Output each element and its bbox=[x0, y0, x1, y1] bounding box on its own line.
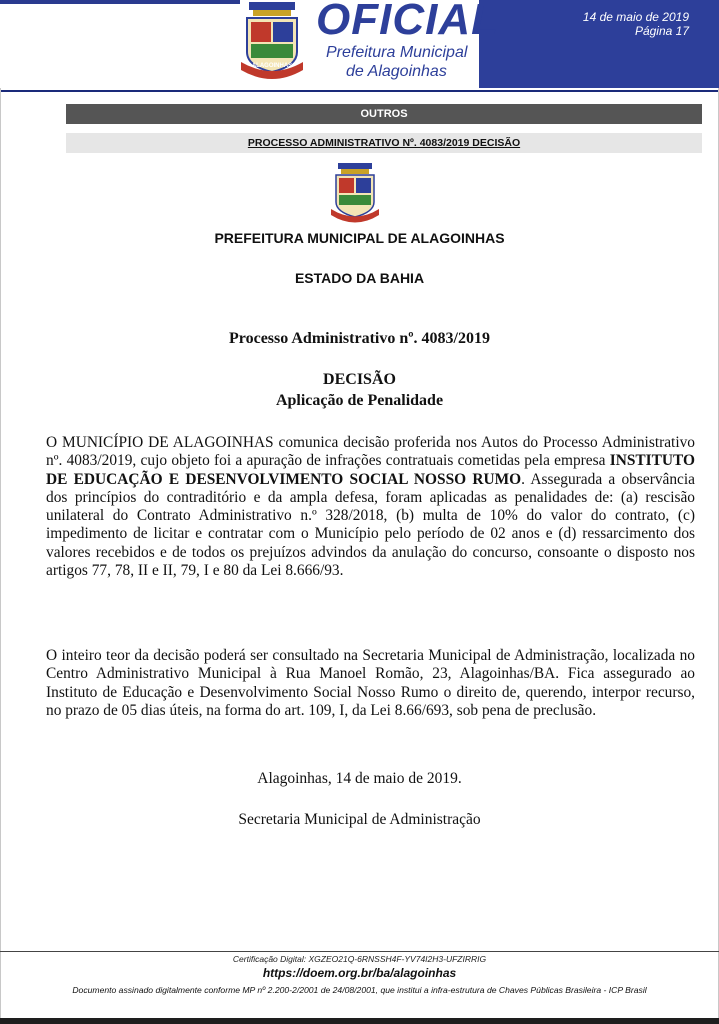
organization-name: PREFEITURA MUNICIPAL DE ALAGOINHAS bbox=[214, 230, 505, 246]
decision-heading: DECISÃO bbox=[323, 371, 396, 388]
section-subtitle: PROCESSO ADMINISTRATIVO Nº. 4083/2019 DECISÃO bbox=[66, 133, 702, 153]
publication-subtitle-line2: de Alagoinhas bbox=[346, 63, 447, 80]
page-number: Página 17 bbox=[634, 24, 689, 38]
process-title: Processo Administrativo nº. 4083/2019 bbox=[229, 330, 490, 347]
section-label: OUTROS bbox=[66, 104, 702, 124]
decision-paragraph-2: O inteiro teor da decisão poderá ser consultado na Secretaria Municipal de Administração, localizada no Centro Administrativo Municipal à Rua Manoel Romão, 23, Alagoinhas/BA. Fica assegurado ao Instituto de Educação e Desenvolvimento Social Nosso Rumo o direito de, querendo, interpor recurso, no prazo de 05 dias úteis, na forma do art. 109, I, da Lei 8.66/693, sob pena de preclusão. bbox=[46, 647, 695, 719]
digital-certification: Certificação Digital: XGZEO21Q-6RNSSH4F-YV74I2H3-UFZIRRIG bbox=[232, 954, 487, 964]
signature-line: Secretaria Municipal de Administração bbox=[238, 811, 481, 828]
footer-divider bbox=[0, 951, 719, 952]
paragraph-1-intro: O MUNICÍPIO DE ALAGOINHAS comunica decisão proferida nos Autos do Processo Administrativo nº. 4083/2019, cujo objeto foi a apuração de infrações contratuais cometidas pela empresa bbox=[46, 434, 695, 470]
date-and-place: Alagoinhas, 14 de maio de 2019. bbox=[257, 770, 462, 787]
legal-disclaimer: Documento assinado digitalmente conforme MP nº 2.200-2/2001 de 24/08/2001, que institui a infra-estrutura de Chaves Públicas Brasileira - ICP Brasil bbox=[72, 985, 647, 995]
publication-url-link[interactable]: https://doem.org.br/ba/alagoinhas bbox=[262, 966, 457, 980]
decision-paragraph-1 bbox=[46, 434, 695, 580]
crest-banner-text: ALAGOINHAS bbox=[251, 63, 293, 69]
decision-subtitle: Aplicação de Penalidade bbox=[275, 392, 444, 409]
document-crest-logo bbox=[327, 162, 383, 226]
state-name: ESTADO DA BAHIA bbox=[294, 270, 425, 286]
publication-subtitle-line1: Prefeitura Municipal bbox=[326, 44, 468, 61]
page-border-left bbox=[0, 88, 1, 1024]
municipal-crest-logo bbox=[235, 0, 309, 84]
header-accent-line bbox=[0, 0, 240, 4]
company-name: INSTITUTO DE EDUCAÇÃO E DESENVOLVIMENTO SOCIAL NOSSO RUMO bbox=[46, 452, 695, 488]
publication-title: OFICIAL bbox=[316, 0, 499, 44]
bottom-edge-bar bbox=[0, 1018, 719, 1024]
publication-date: 14 de maio de 2019 bbox=[582, 10, 689, 24]
paragraph-1-penalties: . Assegurada a observância dos princípios do contraditório e da ampla defesa, foram aplicadas as penalidades de: (a) rescisão unilateral do Contrato Administrativo n.º 328/2018, (b) multa de 10% do valor do contrato, (c) impedimento de licitar e contratar com o Município pelo período de 02 anos e (d) ressarcimento dos valores recebidos e de todos os prejuízos advindos da anulação do concurso, consoante o disposto nos artigos 77, 78, II e II, 79, I e 80 da Lei 8.666/93. bbox=[46, 470, 695, 580]
header-bar bbox=[0, 0, 719, 92]
